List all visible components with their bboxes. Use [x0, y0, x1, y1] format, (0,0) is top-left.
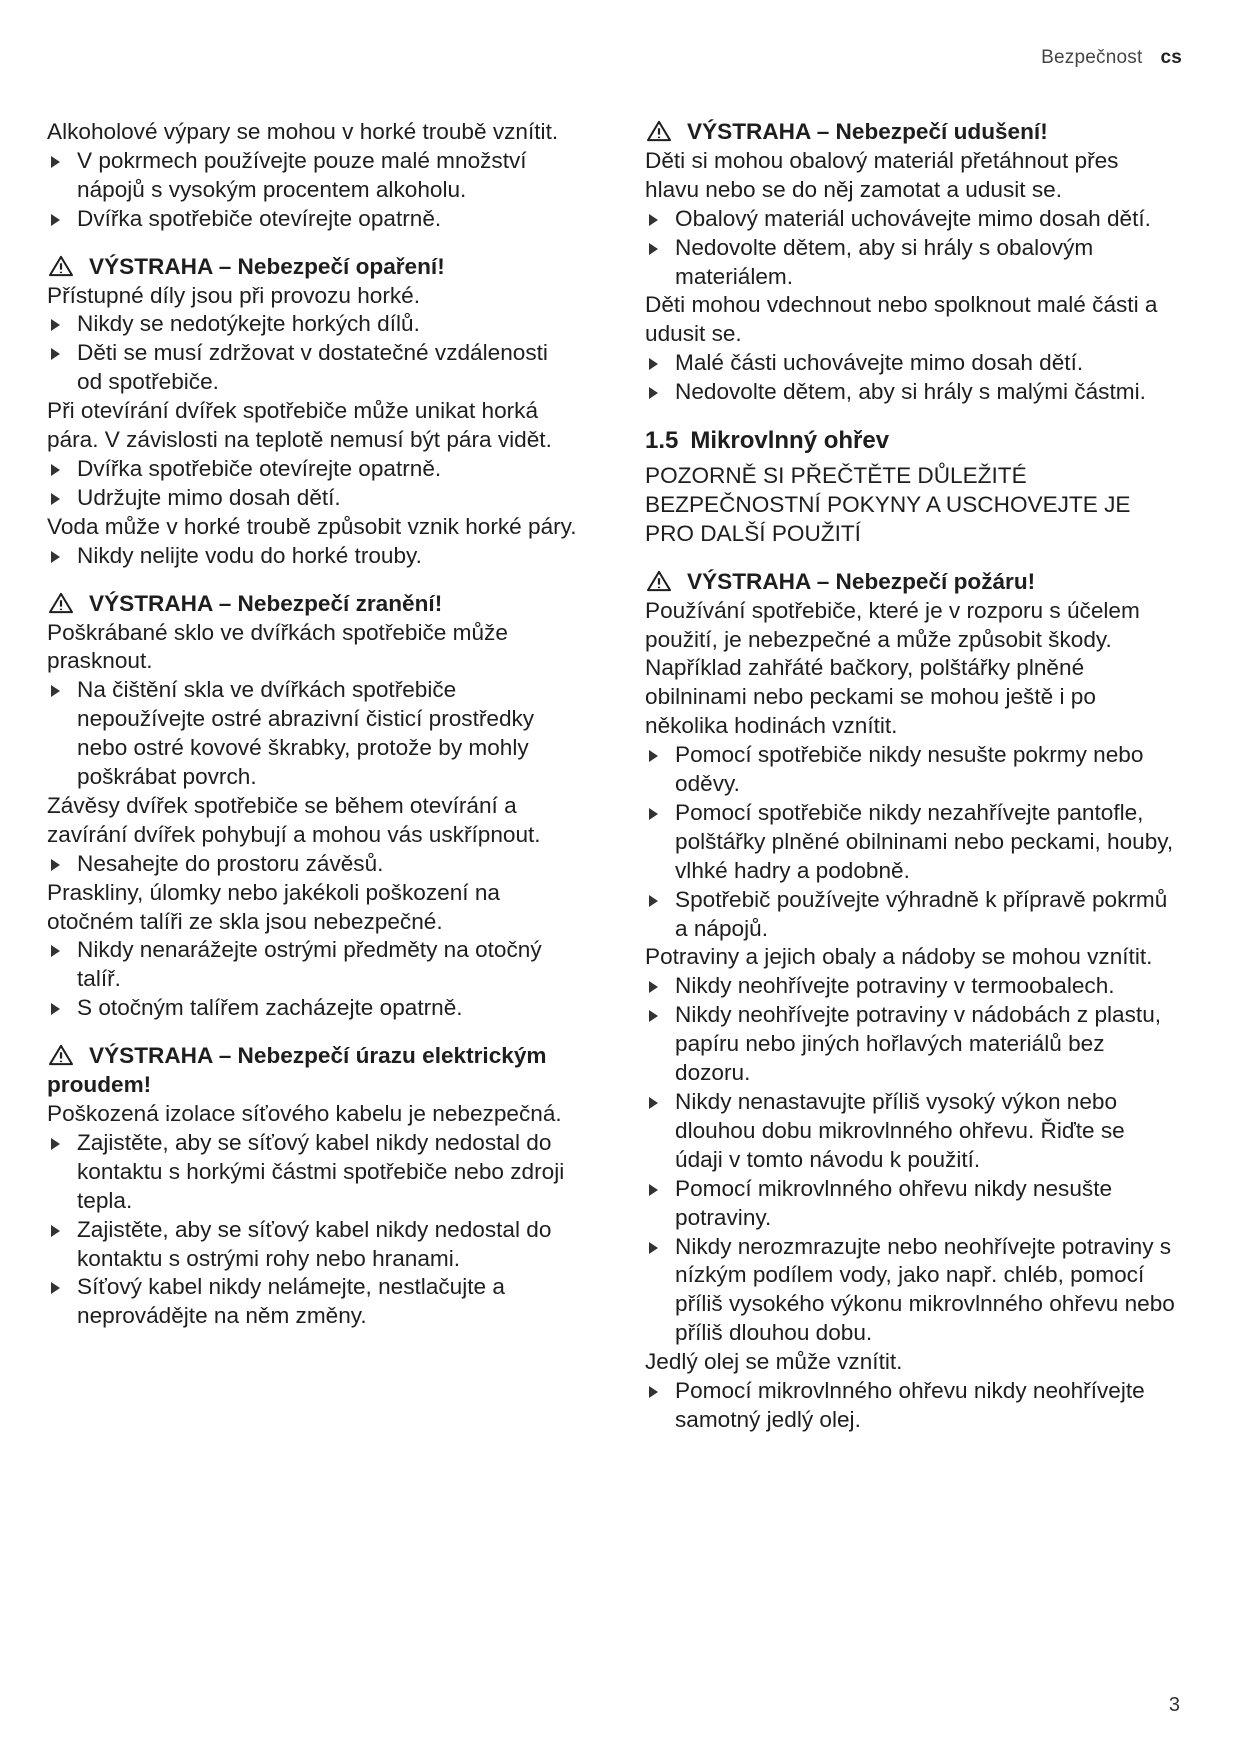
paragraph: [47, 792, 577, 850]
paragraph-text: Používání spotřebiče, které je v rozporu s účelem použití, je nebezpečné a může způsobit škody. Například zahřáté bačkory, polštářky plněné obilninami nebo peckami se mohou ještě i po několika hodinách vznítit.: [645, 597, 1140, 739]
header-language-code: cs: [1160, 47, 1182, 68]
bullet-arrow-icon: [51, 859, 60, 871]
paragraph-text: Přístupné díly jsou při provozu horké.: [47, 282, 420, 308]
bullet-arrow-icon: [51, 156, 60, 168]
warning-heading-text: VÝSTRAHA – Nebezpečí požáru!: [687, 568, 1036, 594]
bullet-arrow-icon: [649, 214, 658, 226]
bullet-item: [645, 799, 1175, 886]
paragraph-text: Potraviny a jejich obaly a nádoby se mohou vznítit.: [645, 944, 1153, 970]
bullet-arrow-icon: [51, 1282, 60, 1294]
paragraph: [47, 513, 577, 542]
paragraph: [645, 147, 1175, 205]
bullet-text: S otočným talířem zacházejte opatrně.: [77, 995, 463, 1021]
bullet-item: [47, 455, 577, 484]
paragraph: [645, 291, 1175, 349]
paragraph-text: Při otevírání dvířek spotřebiče může unikat horká pára. V závislosti na teplotě nemusí být pára vidět.: [47, 398, 552, 453]
bullet-text: Spotřebič používejte výhradně k přípravě pokrmů a nápojů.: [675, 886, 1168, 941]
bullet-item: [645, 972, 1175, 1001]
bullet-item: [645, 349, 1175, 378]
bullet-text: Nikdy neohřívejte potraviny v nádobách z plastu, papíru nebo jiných hořlavých materiálů bez dozoru.: [675, 1002, 1162, 1086]
bullet-item: [47, 1129, 577, 1216]
bullet-text: Obalový materiál uchovávejte mimo dosah dětí.: [675, 205, 1151, 231]
paragraph: [47, 282, 577, 311]
paragraph-text: Závěsy dvířek spotřebiče se během otevírání a zavírání dvířek pohybují a mohou vás uskřípnout.: [47, 792, 541, 847]
bullet-arrow-icon: [51, 493, 60, 505]
warning-triangle-icon: [645, 570, 673, 592]
warning-heading-text: VÝSTRAHA – Nebezpečí opaření!: [89, 253, 445, 279]
bullet-arrow-icon: [649, 1010, 658, 1022]
paragraph: [47, 397, 577, 455]
bullet-item: [47, 205, 577, 234]
paragraph-text: Alkoholové výpary se mohou v horké troubě vznítit.: [47, 119, 559, 144]
bullet-item: [47, 994, 577, 1023]
bullet-item: [645, 1233, 1175, 1349]
section-heading: [645, 427, 1175, 456]
bullet-item: [645, 741, 1175, 799]
bullet-arrow-icon: [649, 1242, 658, 1254]
warning-heading-text: VÝSTRAHA – Nebezpečí zranění!: [89, 590, 443, 616]
bullet-text: Nikdy nenarážejte ostrými předměty na otočný talíř.: [77, 937, 542, 992]
bullet-arrow-icon: [51, 464, 60, 476]
bullet-arrow-icon: [649, 358, 658, 370]
bullet-text: Děti se musí zdržovat v dostatečné vzdálenosti od spotřebiče.: [77, 340, 548, 395]
header-section: Bezpečnost: [1041, 47, 1143, 68]
bullet-arrow-icon: [51, 1003, 60, 1015]
bullet-arrow-icon: [51, 551, 60, 563]
warning-heading: [645, 118, 1175, 147]
warning-heading-text: VÝSTRAHA – Nebezpečí udušení!: [687, 119, 1048, 144]
section-title: Mikrovlnný ohřev: [690, 427, 890, 455]
bullet-text: Zajistěte, aby se síťový kabel nikdy nedostal do kontaktu s horkými částmi spotřebiče nebo zdroji tepla.: [77, 1129, 565, 1213]
bullet-text: Nedovolte dětem, aby si hrály s malými částmi.: [675, 379, 1146, 405]
bullet-arrow-icon: [51, 685, 60, 697]
bullet-text: Nikdy nenastavujte příliš vysoký výkon nebo dlouhou dobu mikrovlnného ohřevu. Řiďte se údaji v tomto návodu k použití.: [675, 1089, 1125, 1172]
bullet-arrow-icon: [649, 981, 658, 993]
section-number: 1.5: [645, 427, 679, 455]
bullet-arrow-icon: [51, 945, 60, 957]
right-column: [645, 118, 1175, 1435]
bullet-text: Nedovolte dětem, aby si hrály s obalovým materiálem.: [675, 234, 1094, 289]
paragraph-text: Děti si mohou obalový materiál přetáhnout přes hlavu nebo se do něj zamotat a udusit se.: [645, 147, 1119, 202]
bullet-text: Dvířka spotřebiče otevírejte opatrně.: [77, 205, 442, 231]
bullet-item: [47, 850, 577, 879]
warning-triangle-icon: [645, 120, 673, 142]
warning-heading-text: VÝSTRAHA – Nebezpečí úrazu elektrickým proudem!: [47, 1043, 547, 1098]
bullet-arrow-icon: [649, 750, 658, 762]
safety-notice-caps: [645, 462, 1175, 549]
bullet-item: [47, 484, 577, 513]
paragraph-text: Jedlý olej se může vznítit.: [645, 1349, 903, 1375]
bullet-text: Malé části uchovávejte mimo dosah dětí.: [675, 350, 1084, 376]
warning-heading: [47, 590, 577, 619]
bullet-text: Nikdy nerozmrazujte nebo neohřívejte potraviny s nízkým podílem vody, jako např. chléb, pomocí příliš vysokého výkonu mikrovlnného ohřevu nebo příliš dlouhou dobu.: [675, 1233, 1175, 1346]
paragraph-text: Děti mohou vdechnout nebo spolknout malé části a udusit se.: [645, 292, 1158, 347]
bullet-arrow-icon: [649, 243, 658, 255]
bullet-text: Zajistěte, aby se síťový kabel nikdy nedostal do kontaktu s ostrými rohy nebo hranami.: [77, 1216, 552, 1271]
bullet-text: Dvířka spotřebiče otevírejte opatrně.: [77, 455, 442, 481]
bullet-item: [47, 1273, 577, 1331]
warning-triangle-icon: [47, 1044, 75, 1066]
safety-notice-text: POZORNĚ SI PŘEČTĚTE DŮLEŽITÉ BEZPEČNOSTNÍ POKYNY A USCHOVEJTE JE PRO DALŠÍ POUŽITÍ: [645, 462, 1131, 546]
bullet-text: Pomocí spotřebiče nikdy nezahřívejte pantofle, polštářky plněné obilninami nebo peckami, houby, vlhké hadry a podobně.: [675, 799, 1174, 883]
paragraph: [645, 1348, 1175, 1377]
bullet-item: [645, 1175, 1175, 1233]
left-column: [47, 118, 577, 1331]
bullet-text: V pokrmech používejte pouze malé množství nápojů s vysokým procentem alkoholu.: [77, 147, 527, 202]
bullet-arrow-icon: [51, 1138, 60, 1150]
bullet-text: Na čištění skla ve dvířkách spotřebiče nepoužívejte ostré abrazivní čisticí prostředky nebo ostré kovové škrabky, protože by mohly poškrábat povrch.: [77, 677, 535, 790]
bullet-item: [47, 542, 577, 571]
bullet-arrow-icon: [649, 1184, 658, 1196]
page-number: 3: [1168, 1694, 1180, 1716]
warning-heading: [47, 253, 577, 282]
bullet-item: [47, 310, 577, 339]
bullet-arrow-icon: [649, 808, 658, 820]
paragraph-text: Praskliny, úlomky nebo jakékoli poškození na otočném talíři ze skla jsou nebezpečné.: [47, 879, 500, 934]
bullet-item: [47, 936, 577, 994]
bullet-text: Pomocí spotřebiče nikdy nesušte pokrmy nebo oděvy.: [675, 742, 1144, 797]
bullet-arrow-icon: [51, 348, 60, 360]
bullet-text: Síťový kabel nikdy nelámejte, nestlačujte a neprovádějte na něm změny.: [77, 1274, 505, 1329]
bullet-arrow-icon: [51, 1225, 60, 1237]
bullet-text: Nesahejte do prostoru závěsů.: [77, 850, 384, 876]
warning-triangle-icon: [47, 592, 75, 614]
paragraph: [47, 619, 577, 677]
bullet-text: Nikdy neohřívejte potraviny v termoobalech.: [675, 973, 1115, 999]
bullet-arrow-icon: [51, 214, 60, 226]
bullet-item: [645, 234, 1175, 292]
bullet-item: [47, 147, 577, 205]
warning-heading: [47, 1042, 577, 1100]
warning-triangle-icon: [47, 255, 75, 277]
paragraph: [47, 118, 577, 147]
bullet-arrow-icon: [649, 1386, 658, 1398]
paragraph-text: Voda může v horké troubě způsobit vznik horké páry.: [47, 513, 577, 539]
paragraph: [645, 597, 1175, 742]
bullet-text: Pomocí mikrovlnného ohřevu nikdy neohřívejte samotný jedlý olej.: [675, 1378, 1145, 1432]
paragraph: [645, 943, 1175, 972]
bullet-item: [47, 676, 577, 792]
bullet-arrow-icon: [649, 387, 658, 399]
bullet-item: [47, 339, 577, 397]
bullet-item: [645, 886, 1175, 944]
bullet-text: Udržujte mimo dosah dětí.: [77, 484, 341, 510]
bullet-arrow-icon: [649, 895, 658, 907]
bullet-arrow-icon: [51, 319, 60, 331]
bullet-item: [645, 205, 1175, 234]
bullet-text: Nikdy se nedotýkejte horkých dílů.: [77, 311, 420, 337]
bullet-text: Pomocí mikrovlnného ohřevu nikdy nesušte potraviny.: [675, 1175, 1113, 1230]
running-header: [1041, 47, 1182, 69]
paragraph: [47, 879, 577, 937]
bullet-arrow-icon: [649, 1097, 658, 1109]
warning-heading: [645, 568, 1175, 597]
bullet-item: [645, 1377, 1175, 1435]
paragraph: [47, 1100, 577, 1129]
paragraph-text: Poškrábané sklo ve dvířkách spotřebiče může prasknout.: [47, 619, 508, 674]
bullet-item: [645, 1001, 1175, 1088]
bullet-item: [645, 1088, 1175, 1175]
bullet-text: Nikdy nelijte vodu do horké trouby.: [77, 542, 422, 568]
bullet-item: [47, 1216, 577, 1274]
paragraph-text: Poškozená izolace síťového kabelu je nebezpečná.: [47, 1101, 562, 1126]
bullet-item: [645, 378, 1175, 407]
